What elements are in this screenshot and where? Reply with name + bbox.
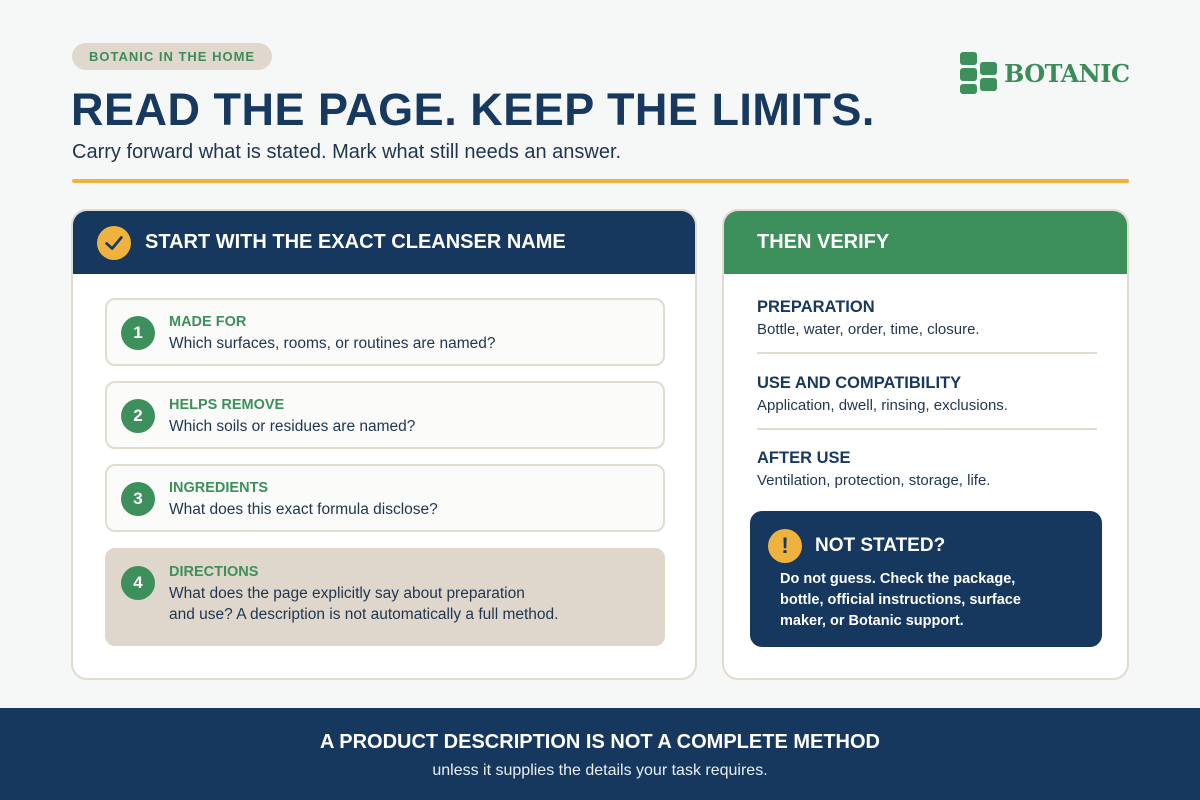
alert-line: bottle, official instructions, surface xyxy=(780,592,1021,608)
logo-text: BOTANIC xyxy=(1004,58,1130,88)
alert-line: Do not guess. Check the package, xyxy=(780,571,1016,587)
alert-line: maker, or Botanic support. xyxy=(780,613,964,629)
page-subtitle: Carry forward what is stated. Mark what still needs an answer. xyxy=(72,141,622,163)
category-tag: BOTANIC IN THE HOME xyxy=(72,43,272,70)
not-stated-alert xyxy=(750,511,1102,647)
alert-body xyxy=(780,569,1080,632)
page-title: READ THE PAGE. KEEP THE LIMITS. xyxy=(71,84,875,135)
section-body: Bottle, water, order, time, closure. xyxy=(757,321,980,338)
alert-title: NOT STATED? xyxy=(815,535,946,556)
checklist-item xyxy=(105,298,665,366)
item-number: 4 xyxy=(121,566,155,600)
verify-card-header xyxy=(724,211,1127,274)
verify-section xyxy=(757,298,1097,338)
item-label: HELPS REMOVE xyxy=(169,397,285,413)
item-number: 2 xyxy=(121,399,155,433)
exclamation-icon: ! xyxy=(768,529,802,563)
verify-card-title: THEN VERIFY xyxy=(757,231,890,253)
check-icon xyxy=(97,226,131,260)
checklist-item-highlighted xyxy=(105,548,665,646)
checklist-card-header xyxy=(73,211,695,274)
item-question: Which surfaces, rooms, or routines are named? xyxy=(169,335,496,352)
checklist-item xyxy=(105,381,665,449)
footer-title: A PRODUCT DESCRIPTION IS NOT A COMPLETE METHOD xyxy=(319,731,880,753)
footer-subtitle: unless it supplies the details your task requires. xyxy=(432,762,768,779)
botanic-logo-icon xyxy=(960,52,998,94)
item-question: What does this exact formula disclose? xyxy=(169,501,438,518)
item-label: MADE FOR xyxy=(169,314,247,330)
divider-rule xyxy=(72,179,1129,183)
item-question-line1: What does the page explicitly say about preparation xyxy=(169,585,525,602)
verify-section xyxy=(757,449,1097,489)
section-body: Ventilation, protection, storage, life. xyxy=(757,472,991,489)
footer-banner xyxy=(0,708,1200,800)
item-number: 1 xyxy=(121,316,155,350)
section-title: PREPARATION xyxy=(757,298,875,316)
item-question: Which soils or residues are named? xyxy=(169,418,416,435)
item-label: INGREDIENTS xyxy=(169,480,269,496)
item-number: 3 xyxy=(121,482,155,516)
checklist-card-title: START WITH THE EXACT CLEANSER NAME xyxy=(145,231,566,253)
checklist-card xyxy=(71,209,697,680)
section-divider xyxy=(757,428,1097,430)
section-divider xyxy=(757,352,1097,354)
section-title: USE AND COMPATIBILITY xyxy=(757,374,962,392)
brand-logo xyxy=(960,52,1130,94)
section-body: Application, dwell, rinsing, exclusions. xyxy=(757,397,1008,414)
item-question-line2: and use? A description is not automatically a full method. xyxy=(169,606,559,623)
section-title: AFTER USE xyxy=(757,449,851,467)
checklist-item xyxy=(105,464,665,532)
verify-card xyxy=(722,209,1129,680)
verify-section xyxy=(757,374,1097,414)
item-label: DIRECTIONS xyxy=(169,564,259,580)
